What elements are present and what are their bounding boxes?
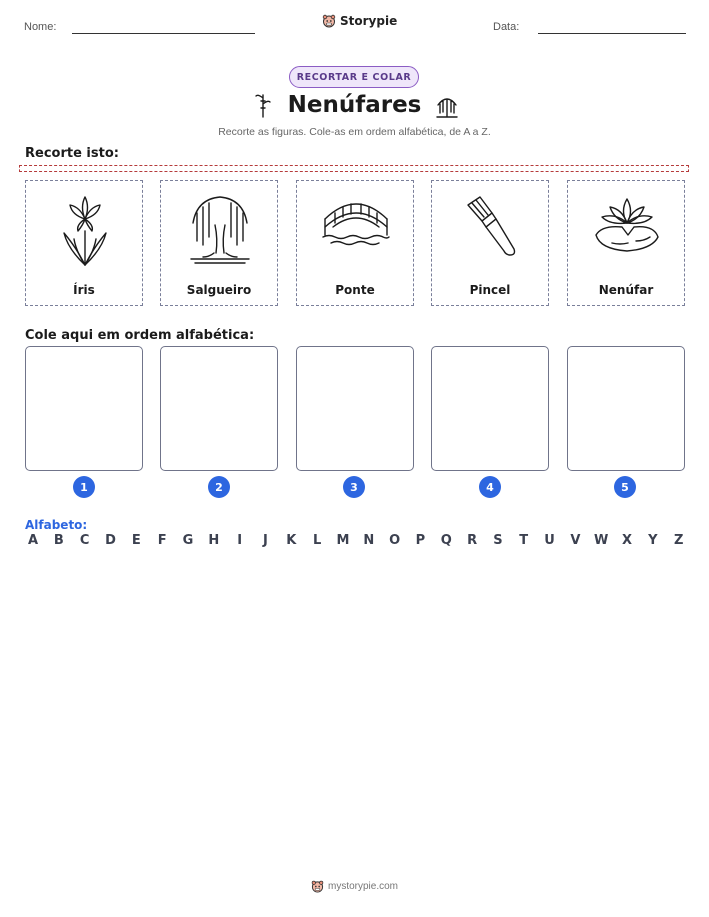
alphabet-letter: Q	[440, 533, 452, 548]
alphabet-letter: H	[208, 533, 220, 548]
alphabet-letter: X	[622, 533, 633, 548]
alphabet-letter: S	[493, 533, 503, 548]
alphabet-letter: M	[336, 533, 350, 548]
alphabet-letter: C	[79, 533, 90, 548]
cut-line	[19, 165, 689, 172]
water-lily-icon	[592, 189, 662, 269]
cut-card-label: Pincel	[469, 283, 511, 297]
paintbrush-icon	[456, 189, 526, 269]
cut-card-pincel[interactable]	[431, 180, 549, 306]
alphabet-heading: Alfabeto:	[25, 518, 88, 532]
cut-card-ponte[interactable]	[296, 180, 414, 306]
alphabet-letter: G	[182, 533, 194, 548]
paste-box-5[interactable]	[567, 346, 685, 471]
alphabet-letter: I	[237, 533, 243, 548]
date-line[interactable]	[538, 33, 686, 34]
paste-box-2[interactable]	[160, 346, 278, 471]
cut-card-label: Íris	[73, 283, 95, 297]
willow-small-icon	[433, 91, 461, 119]
order-number-1: 1	[73, 476, 95, 498]
cut-card-label: Salgueiro	[186, 283, 252, 297]
alphabet-letter: R	[467, 533, 478, 548]
alphabet-letter: Z	[673, 533, 684, 548]
alphabet-letter: B	[53, 533, 64, 548]
cut-card-label: Nenúfar	[598, 283, 654, 297]
alphabet-letter: W	[594, 533, 609, 548]
paste-box-1[interactable]	[25, 346, 143, 471]
alphabet-letter: J	[263, 533, 268, 548]
cut-section-heading: Recorte isto:	[25, 146, 119, 161]
alphabet-letter: F	[157, 533, 167, 548]
alphabet-letter: D	[105, 533, 116, 548]
alphabet-letter: T	[519, 533, 529, 548]
instructions-text: Recorte as figuras. Cole-as em ordem alfabética, de A a Z.	[218, 126, 491, 138]
name-line[interactable]	[72, 33, 255, 34]
name-label: Nome:	[24, 21, 57, 33]
alphabet-letter: Y	[648, 533, 658, 548]
alphabet-letter: U	[544, 533, 555, 548]
alphabet-row	[25, 533, 687, 548]
order-number-4: 4	[479, 476, 501, 498]
alphabet-letter: P	[415, 533, 426, 548]
brand-name: Storypie	[340, 14, 398, 28]
paste-box-3[interactable]	[296, 346, 414, 471]
paste-section-heading: Cole aqui em ordem alfabética:	[25, 328, 255, 343]
cut-card-label: Ponte	[335, 283, 375, 297]
willow-tree-icon	[185, 189, 255, 269]
order-number-5: 5	[614, 476, 636, 498]
footer-site-link[interactable]: mystorypie.com	[327, 881, 398, 892]
order-number-3: 3	[343, 476, 365, 498]
alphabet-letter: E	[131, 533, 141, 548]
activity-badge: RECORTAR E COLAR	[289, 66, 419, 88]
worksheet-title: Nenúfares	[287, 92, 422, 118]
cut-card-iris[interactable]	[25, 180, 143, 306]
alphabet-letter: O	[389, 533, 401, 548]
date-label: Data:	[493, 21, 520, 33]
alphabet-letter: K	[286, 533, 297, 548]
brand-logo	[322, 14, 397, 28]
alphabet-letter: A	[27, 533, 39, 548]
cut-card-nenufar[interactable]	[567, 180, 685, 306]
alphabet-letter: N	[363, 533, 375, 548]
order-number-2: 2	[208, 476, 230, 498]
iris-flower-icon	[50, 189, 120, 269]
storypie-mascot-icon	[322, 14, 336, 28]
alphabet-letter: L	[312, 533, 322, 548]
paste-box-4[interactable]	[431, 346, 549, 471]
footer	[0, 880, 709, 893]
alphabet-letter: V	[570, 533, 581, 548]
bridge-icon	[321, 189, 391, 269]
cut-card-salgueiro[interactable]	[160, 180, 278, 306]
storypie-mascot-icon	[311, 880, 324, 893]
